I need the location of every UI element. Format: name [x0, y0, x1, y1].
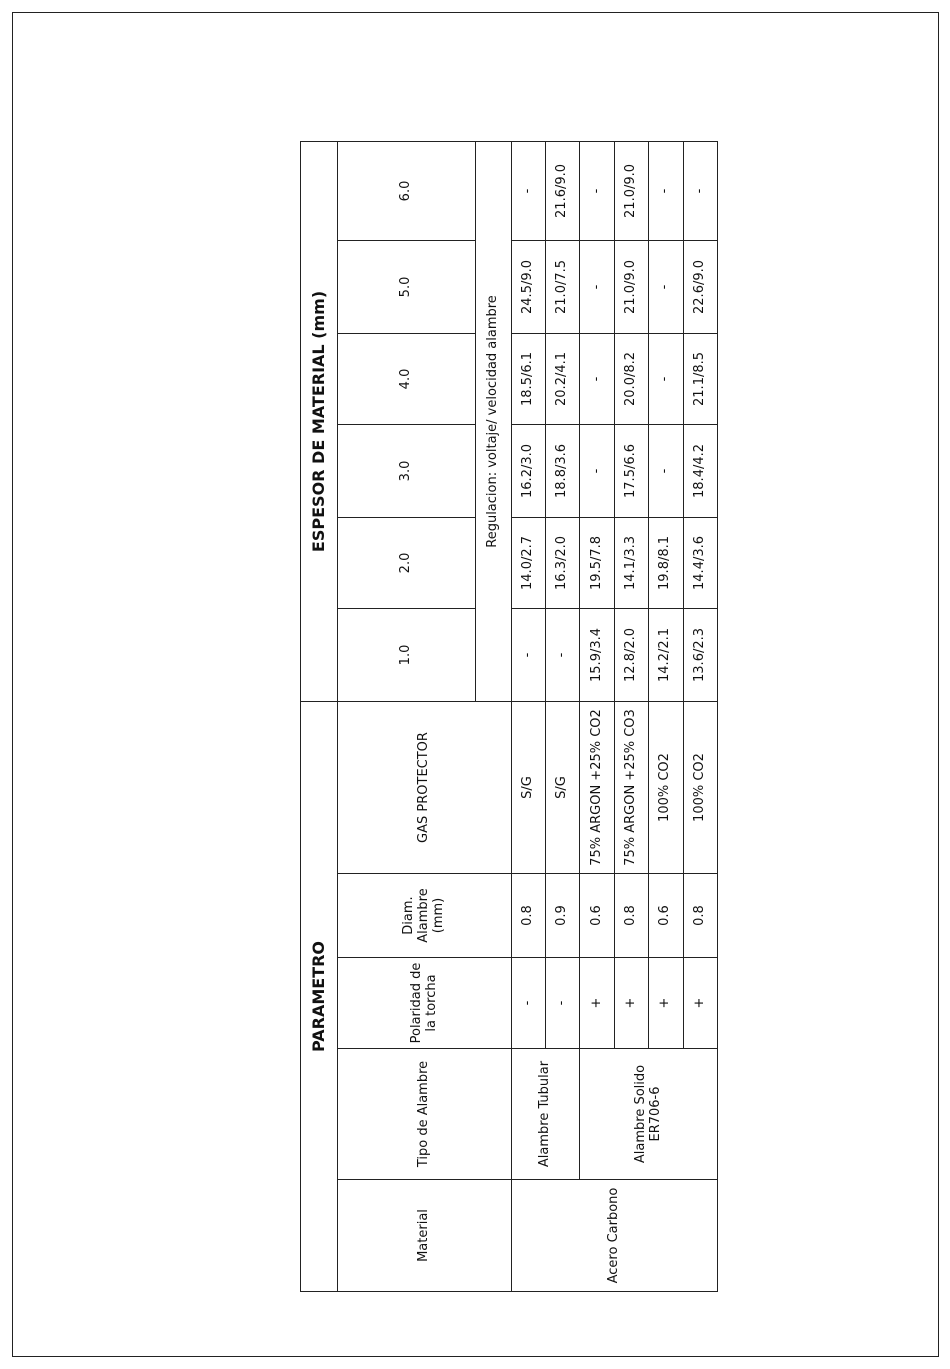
- value-cell: 21.0/9.0: [614, 141, 648, 240]
- value-cell: 14.1/3.3: [614, 517, 648, 608]
- thickness-header: 1.0: [338, 608, 476, 701]
- polarity-cell: -: [511, 958, 545, 1049]
- rotated-table-wrapper: [300, 142, 718, 1292]
- thickness-header: 6.0: [338, 141, 476, 240]
- value-cell: 21.0/7.5: [546, 240, 580, 333]
- value-cell: -: [683, 141, 717, 240]
- value-cell: -: [580, 333, 614, 424]
- espesor-heading: ESPESOR DE MATERIAL (mm): [301, 141, 338, 701]
- value-cell: 21.1/8.5: [683, 333, 717, 424]
- value-cell: -: [580, 141, 614, 240]
- value-cell: 20.2/4.1: [546, 333, 580, 424]
- welding-parameter-table: [300, 141, 718, 1292]
- value-cell: 16.2/3.0: [511, 424, 545, 517]
- gas-cell: 75% ARGON +25% CO3: [614, 701, 648, 873]
- tipo-alambre-header: Tipo de Alambre: [338, 1049, 511, 1180]
- gas-cell: 75% ARGON +25% CO2: [580, 701, 614, 873]
- value-cell: 19.5/7.8: [580, 517, 614, 608]
- value-cell: -: [649, 240, 683, 333]
- value-cell: -: [546, 608, 580, 701]
- diameter-cell: 0.9: [546, 874, 580, 958]
- regulacion-note: Regulacion: voltaje/ velocidad alambre: [475, 141, 511, 701]
- material-header: Material: [338, 1180, 511, 1292]
- value-cell: 12.8/2.0: [614, 608, 648, 701]
- value-cell: 18.8/3.6: [546, 424, 580, 517]
- gas-cell: 100% CO2: [649, 701, 683, 873]
- value-cell: 17.5/6.6: [614, 424, 648, 517]
- polarity-cell: +: [580, 958, 614, 1049]
- value-cell: 21.0/9.0: [614, 240, 648, 333]
- value-cell: 19.8/8.1: [649, 517, 683, 608]
- thickness-header: 5.0: [338, 240, 476, 333]
- table-row: [580, 141, 614, 1291]
- diameter-cell: 0.6: [580, 874, 614, 958]
- value-cell: 14.2/2.1: [649, 608, 683, 701]
- parametro-heading: PARAMETRO: [301, 701, 338, 1291]
- value-cell: 22.6/9.0: [683, 240, 717, 333]
- value-cell: 24.5/9.0: [511, 240, 545, 333]
- value-cell: 18.5/6.1: [511, 333, 545, 424]
- value-cell: 14.0/2.7: [511, 517, 545, 608]
- table-row: [511, 141, 545, 1291]
- gas-header: GAS PROTECTOR: [338, 701, 511, 873]
- value-cell: -: [649, 141, 683, 240]
- thickness-header: 2.0: [338, 517, 476, 608]
- wire-type-cell: Alambre Tubular: [511, 1049, 580, 1180]
- gas-cell: S/G: [511, 701, 545, 873]
- value-cell: 18.4/4.2: [683, 424, 717, 517]
- value-cell: -: [511, 141, 545, 240]
- wire-type-cell: Alambre Solido ER706-6: [580, 1049, 718, 1180]
- value-cell: 16.3/2.0: [546, 517, 580, 608]
- value-cell: 13.6/2.3: [683, 608, 717, 701]
- value-cell: 14.4/3.6: [683, 517, 717, 608]
- polarity-cell: +: [683, 958, 717, 1049]
- diameter-cell: 0.8: [683, 874, 717, 958]
- value-cell: -: [580, 424, 614, 517]
- value-cell: 20.0/8.2: [614, 333, 648, 424]
- thickness-header: 4.0: [338, 333, 476, 424]
- material-cell: Acero Carbono: [511, 1180, 717, 1292]
- polaridad-header: Polaridad de la torcha: [338, 958, 511, 1049]
- polarity-cell: +: [649, 958, 683, 1049]
- gas-cell: 100% CO2: [683, 701, 717, 873]
- value-cell: 15.9/3.4: [580, 608, 614, 701]
- value-cell: -: [649, 333, 683, 424]
- value-cell: -: [511, 608, 545, 701]
- value-cell: 21.6/9.0: [546, 141, 580, 240]
- polarity-cell: -: [546, 958, 580, 1049]
- gas-cell: S/G: [546, 701, 580, 873]
- diameter-cell: 0.8: [614, 874, 648, 958]
- polarity-cell: +: [614, 958, 648, 1049]
- thickness-header: 3.0: [338, 424, 476, 517]
- diameter-cell: 0.8: [511, 874, 545, 958]
- diametro-header: Diam. Alambre (mm): [338, 874, 511, 958]
- diameter-cell: 0.6: [649, 874, 683, 958]
- value-cell: -: [580, 240, 614, 333]
- value-cell: -: [649, 424, 683, 517]
